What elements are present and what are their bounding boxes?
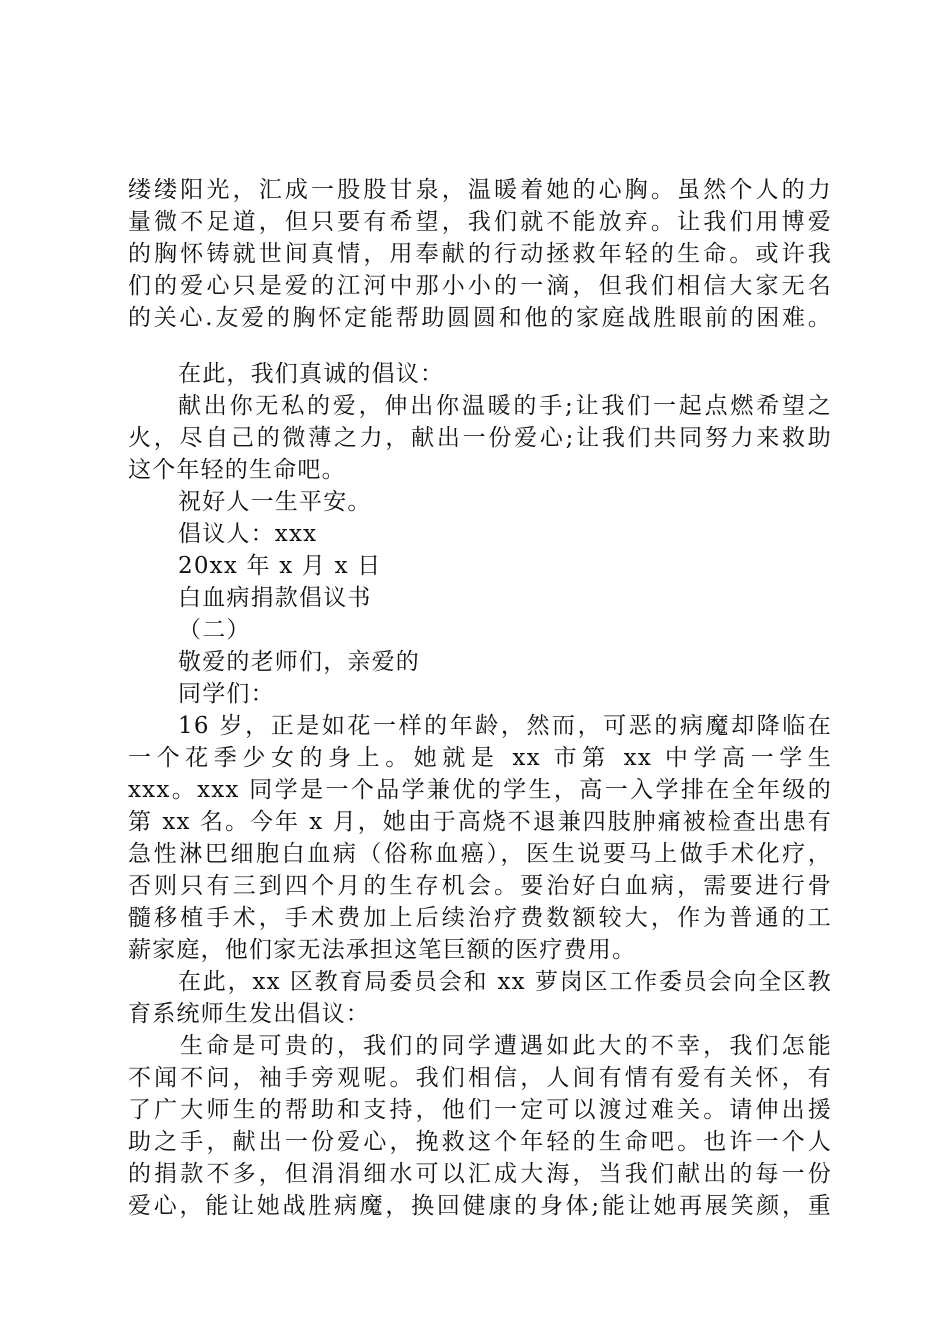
text-line: 第 xx 名。今年 x 月，她由于高烧不退兼四肢肿痛被检查出患有 [128, 809, 832, 835]
text-line: 献出你无私的爱，伸出你温暖的手;让我们一起点燃希望之 [178, 393, 832, 419]
text-line: 20xx 年 x 月 x 日 [178, 553, 382, 579]
text-line: 在此，我们真诚的倡议： [178, 361, 445, 387]
text-line: 了广大师生的帮助和支持，他们一定可以渡过难关。请伸出援 [128, 1097, 832, 1123]
text-line: 这个年轻的生命吧。 [128, 457, 346, 483]
text-line: 髓移植手术，手术费加上后续治疗费数额较大，作为普通的工 [128, 905, 832, 931]
text-line: 爱心，能让她战胜病魔，换回健康的身体;能让她再展笑颜，重 [128, 1193, 832, 1219]
text-line: 敬爱的老师们，亲爱的 [178, 649, 420, 675]
text-line: 同学们： [178, 681, 275, 707]
text-line: xxx。xxx 同学是一个品学兼优的学生，高一入学排在全年级的 [128, 777, 832, 803]
text-line: 的关心.友爱的胸怀定能帮助圆圆和他的家庭战胜眼前的困难。 [128, 305, 832, 331]
text-line: 白血病捐款倡议书 [178, 585, 372, 611]
text-line: 否则只有三到四个月的生存机会。要治好白血病，需要进行骨 [128, 873, 832, 899]
text-line: 育系统师生发出倡议： [128, 1001, 370, 1027]
text-line: 的胸怀铸就世间真情，用奉献的行动拯救年轻的生命。或许我 [128, 241, 832, 267]
text-line: 急性淋巴细胞白血病（俗称血癌），医生说要马上做手术化疗， [128, 841, 832, 867]
text-line: 缕缕阳光，汇成一股股甘泉，温暖着她的心胸。虽然个人的力 [128, 177, 832, 203]
text-line: 火，尽自己的微薄之力，献出一份爱心;让我们共同努力来救助 [128, 425, 832, 451]
text-line: 薪家庭，他们家无法承担这笔巨额的医疗费用。 [128, 937, 637, 963]
text-line: （二） [178, 617, 251, 643]
text-line: 16 岁，正是如花一样的年龄，然而，可恶的病魔却降临在 [178, 713, 832, 739]
text-line: 不闻不问，袖手旁观呢。我们相信，人间有情有爱有关怀，有 [128, 1065, 832, 1091]
paragraph-main [128, 358, 832, 1222]
text-line: 生命是可贵的，我们的同学遭遇如此大的不幸，我们怎能 [180, 1033, 832, 1059]
text-line: 助之手，献出一份爱心，挽救这个年轻的生命吧。也许一个人 [128, 1129, 832, 1155]
text-line: 量微不足道，但只要有希望，我们就不能放弃。让我们用博爱 [128, 209, 832, 235]
text-line: 倡议人：xxx [178, 521, 318, 547]
text-line: 在此，xx 区教育局委员会和 xx 萝岗区工作委员会向全区教 [178, 969, 832, 995]
text-line: 们的爱心只是爱的江河中那小小的一滴，但我们相信大家无名 [128, 273, 832, 299]
text-line: 祝好人一生平安。 [178, 489, 372, 515]
text-line: 的捐款不多，但涓涓细水可以汇成大海，当我们献出的每一份 [128, 1161, 832, 1187]
text-line: 一个花季少女的身上。她就是 xx 市第 xx 中学高一学生 [128, 745, 832, 771]
paragraph-top [128, 174, 832, 334]
